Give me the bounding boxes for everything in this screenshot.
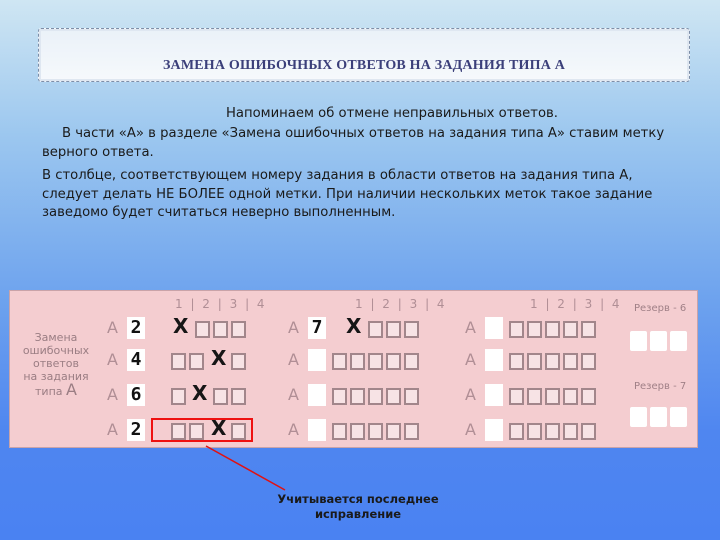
row-letter: А [107,318,118,337]
row-letter: А [107,350,118,369]
column-header: 1 | 2 | 3 | 4 [355,297,447,311]
task-number-box[interactable]: 2 [127,317,145,339]
intro-text: Напоминаем об отмене неправильных ответов. [225,106,559,121]
label-line: на задания [23,370,89,383]
row-letter: А [288,318,299,337]
label-type-letter: А [66,380,77,399]
row-letter: А [465,350,476,369]
task-number-box[interactable]: 6 [127,384,145,406]
row-letter: А [465,420,476,439]
rule-text: В части «А» в разделе «Замена ошибочных ответов на задания типа А» ставим метку верного ответа. [42,126,665,160]
row-letter: А [107,420,118,439]
label-line: ошибочных [22,344,90,357]
column-header: 1 | 2 | 3 | 4 [530,297,622,311]
x-mark: X [211,346,227,370]
reserve-7-label: Резерв - 7 [634,381,687,392]
task-number-box[interactable]: 4 [127,349,145,371]
task-number-box[interactable]: 7 [308,317,326,339]
second-rule-text: В столбце, соответствующем номеру задания в области ответов на задания типа А, следует делать НЕ БОЛЕЕ одной метки. При наличии нескольких меток такое задание заведомо будет считаться неверно выполненным. [42,168,653,220]
row-letter: А [288,420,299,439]
note-line-2: исправление [314,507,402,521]
column-header: 1 | 2 | 3 | 4 [175,297,267,311]
x-mark: X [192,381,208,405]
label-line: ответов [32,357,79,370]
task-number-box[interactable]: 2 [127,419,145,441]
pointer-arrow-line [206,446,285,490]
callout-note [268,492,448,522]
reserve-6-label: Резерв - 6 [634,303,687,314]
note-line-1: Учитывается последнее [277,492,439,506]
row-letter: А [465,385,476,404]
row-letter: А [107,385,118,404]
x-mark: X [173,314,189,338]
label-type-word: типа [35,385,63,398]
slide-title: ЗАМЕНА ОШИБОЧНЫХ ОТВЕТОВ НА ЗАДАНИЯ ТИПА А [162,58,566,73]
row-letter: А [465,318,476,337]
x-mark: X [211,416,227,440]
label-line: Замена [34,331,78,344]
row-letter: А [288,385,299,404]
row-letter: А [288,350,299,369]
x-mark: X [346,314,362,338]
